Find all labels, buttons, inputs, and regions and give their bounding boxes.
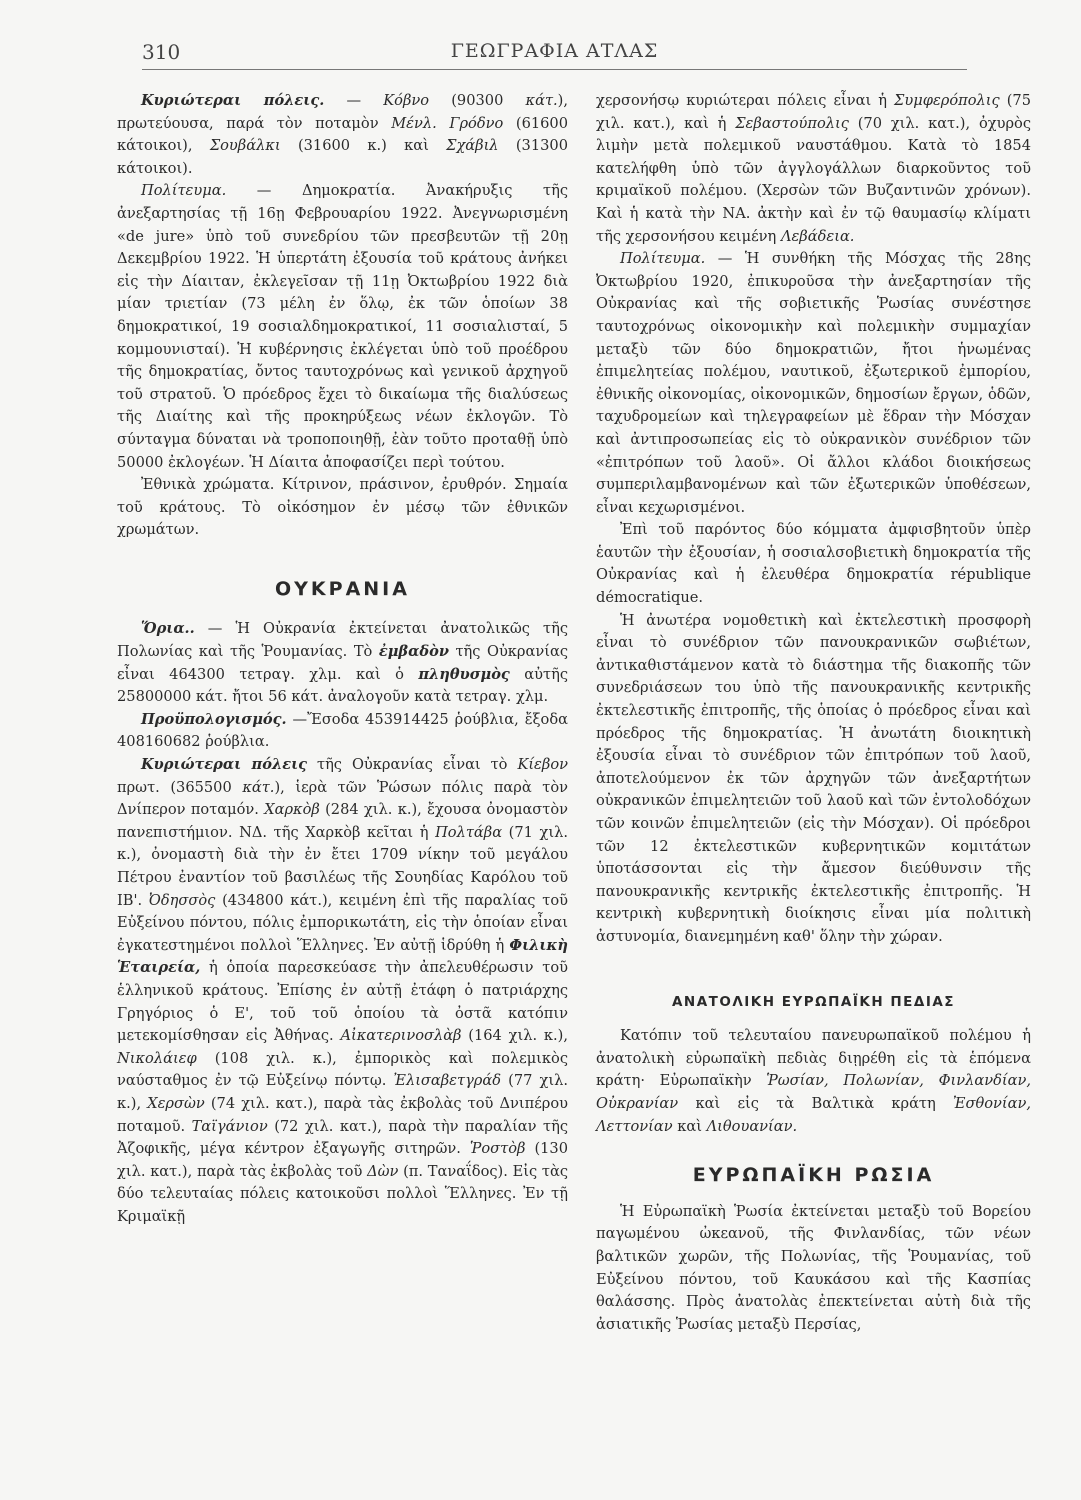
text: (108 χιλ. κ.), ἐμπορικὸς καὶ πολεμικὸς ναύσταθμος ἐν τῷ Εὐξείνῳ πόντῳ. — [117, 1049, 568, 1090]
term-republique: république démocratique. — [596, 566, 1031, 607]
city-name: Χερσὼν — [147, 1094, 205, 1112]
text: — Ἡ συνθήκη τῆς Μόσχας τῆς 28ης Ὀκτωβρίου 1920, ἐπικυροῦσα τὴν ἀνεξαρτησίαν τῆς Οὐκρανίας καὶ τῆς σοβιετικῆς Ῥωσίας συνέστησε ταυτοχρόνως οἰκονομικὴν καὶ πολεμικὴν συμμαχίαν μεταξὺ τῶν δύο δημοκρατιῶν, ἤτοι ἡνωμένας ἐπιμελητείας πολέμου, ναυτικοῦ, ἐξωτερικοῦ ἐμπορίου, ἐθνικῆς οἰκονομίας, οἰκονομικῶν, δημοσίων ἔργων, ὁδῶν, ταχυδρομείων καὶ τηλεγραφείων μὲ ἕδραν τὴν Μόσχαν καὶ ἀντιπροσωπείας εἰς τὸ οὐκρανικὸν συνέδριον τῶν «ἐπιτρόπων τοῦ λαοῦ». Οἱ ἄλλοι κλάδοι διοικήσεως συμπεριλαμβανομένων καὶ τῶν ἐξωτερικῶν ὑποθέσεων, εἶναι κεχωρισμένοι. — [596, 250, 1031, 516]
text: Ἐπὶ τοῦ παρόντος δύο κόμματα ἀμφισβητοῦν ὑπὲρ ἑαυτῶν τὴν ἐξουσίαν, ἡ σοσιαλσοβιετικὴ δημοκρατία τῆς Οὐκρανίας καὶ ἡ ἐλευθέρα δημοκρατία — [596, 521, 1031, 584]
text: (74 χιλ. κατ.), παρὰ τὰς ἐκβολὰς τοῦ Δνιπέρου ποταμοῦ. — [117, 1094, 568, 1135]
country-names: Ῥωσίαν, Πολωνίαν, Φινλανδίαν, Οὐκρανίαν — [596, 1072, 1031, 1112]
river-name: Δὼν — [367, 1162, 399, 1180]
paragraph-cities-lithuania — [117, 90, 568, 180]
text: (130 χιλ. κατ.), παρὰ τὰς ἐκβολὰς τοῦ — [117, 1140, 568, 1180]
text: τῆς Οὐκρανίας εἶναι 464300 τετραγ. χλμ. καὶ ὁ — [117, 643, 568, 683]
text: Κατόπιν τοῦ τελευταίου πανευρωπαϊκοῦ πολέμου ἡ ἀνατολικὴ εὐρωπαϊκὴ πεδιὰς διῃρέθη εἰς τὰ ἑπόμενα κράτη· Εὐρωπαϊκὴν — [596, 1027, 1031, 1090]
paragraph-cities-ukraine — [117, 754, 568, 1228]
city-name: Ὀδησσὸς — [148, 891, 216, 909]
city-name: Σουβάλκι — [209, 137, 281, 155]
right-column — [596, 90, 1031, 1336]
text: — — [324, 92, 384, 109]
text: (31600 κ.) καὶ — [280, 137, 447, 155]
country-names: Ἐσθονίαν, Λεττονίαν — [596, 1094, 1031, 1135]
text: (70 χιλ. κατ.), ὀχυρὸς λιμὴν μετὰ πολεμικοῦ ναυστάθμου. Κατὰ τὸ 1854 κατελήφθη ὑπὸ τῶν ἀγγλογάλλων διαρκοῦντος τοῦ κριμαϊκοῦ πολέμου. (Χερσὼν τῶν Βυζαντινῶν χρόνων). Καὶ ἡ κατὰ τὴν ΝΑ. ἀκτὴν καὶ ἐν τῷ θαυμασίῳ κλίματι τῆς χερσονήσου κειμένη — [596, 114, 1031, 245]
term-filiki-etaireia: Φιλικὴ Ἑταιρεία, — [117, 936, 568, 977]
header-rule — [142, 69, 967, 70]
paragraph-states — [596, 1025, 1031, 1138]
text: (61600 κάτοικοι), — [117, 114, 569, 155]
paragraph-national-colors — [117, 474, 568, 542]
text: ἡ ὁποία παρεσκεύασε τὴν ἀπελευθέρωσιν τοῦ ἑλληνικοῦ κράτους. Ἐπίσης ἐν αὐτῇ ἐτάφη ὁ πατριάρχης Γρηγόριος ὁ Ε', τοῦ τοῦ ὁποίου τὰ ὀστᾶ κατόπιν μετεκομίσθησαν εἰς Ἀθήνας. — [117, 959, 568, 1045]
text: Ἐθνικὰ χρώματα. Κίτρινον, πράσινον, ἐρυθρόν. Σημαία τοῦ κράτους. Τὸ οἰκόσημον ἐν μέσῳ τῶν ἐθνικῶν χρωμάτων. — [117, 476, 568, 539]
left-column — [117, 90, 568, 1229]
text: χερσονήσῳ κυριώτεραι πόλεις εἶναι ἡ — [596, 92, 895, 109]
text: Ἡ Εὐρωπαϊκὴ Ῥωσία ἐκτείνεται μεταξὺ τοῦ Βορείου παγωμένου ὠκεανοῦ, τῆς Φινλανδίας, τῶν νέων βαλτικῶν χωρῶν, τῆς Πολωνίας, τῆς Ῥουμανίας, τοῦ Εὐξείνου πόντου, τοῦ Καυκάσου καὶ τῆς Κασπίας θαλάσσης. Πρὸς ἀνατολὰς ἐπεκτείνεται αὐτὴ διὰ τῆς ἀσιατικῆς Ῥωσίας μεταξὺ Περσίας, — [596, 1202, 1031, 1333]
paragraph-european-russia — [596, 1201, 1031, 1337]
section-title-ukraine: ΟΥΚΡΑΝΙΑ — [275, 577, 410, 600]
text — [437, 115, 450, 132]
text: αὐτῆς 25800000 κάτ. ἤτοι 56 κάτ. ἀναλογοῦν κατὰ τετραγ. χλμ. — [117, 665, 568, 706]
city-name: Ἐλισαβετγράδ — [393, 1072, 502, 1090]
text: (71 χιλ. κ.), ὀνομαστὴ διὰ τὴν ἐν ἔτει 1709 νίκην τοῦ μεγάλου Πέτρου ἐναντίον τοῦ βασιλέως τῆς Σουηδίας Καρόλου τοῦ ΙΒ'. — [117, 823, 568, 909]
section-title-east-european-plain: ΑΝΑΤΟΛΙΚΗ ΕΥΡΩΠΑΪΚΗ ΠΕΔΙΑΣ — [671, 993, 956, 1010]
paragraph-crimea — [596, 90, 1031, 248]
text: πρωτ. (365500 — [117, 778, 243, 796]
label-borders: Ὅρια.. — [141, 620, 195, 638]
paragraph-budget — [117, 709, 568, 754]
label-main-cities: Κυριώτεραι πόλεις — [141, 756, 308, 774]
text: — Ἡ Οὐκρανία ἐκτείνεται ἀνατολικῶς τῆς Πολωνίας καὶ τῆς Ῥουμανίας. Τὸ — [117, 620, 568, 661]
river-name: Μένλ. — [391, 114, 437, 132]
text: (75 χιλ. κατ.), καὶ ἡ — [596, 92, 1031, 132]
text: τῆς Οὐκρανίας εἶναι τὸ — [307, 756, 518, 774]
city-name: Πολτάβα — [435, 823, 503, 841]
city-name: Κόβνο — [383, 92, 430, 109]
label-main-cities: Κυριώτεραι πόλεις. — [141, 92, 325, 109]
text: καὶ — [672, 1117, 707, 1135]
text: (90300 — [429, 92, 526, 109]
text: (434800 κάτ.), κειμένη ἐπὶ τῆς παραλίας τοῦ Εὐξείνου πόντου, πόλις ἐμπορικωτάτη, εἰς τὴν ὁποίαν εἶναι ἐγκατεστημένοι πολλοὶ Ἕλληνες. Ἐν αὐτῇ ἱδρύθη ἡ — [117, 891, 568, 954]
label-budget: Προϋπολογισμός. — [141, 710, 287, 728]
city-name: Σεβαστούπολις — [735, 114, 849, 132]
text: (31300 κάτοικοι). — [117, 137, 568, 177]
page-number: 310 — [142, 40, 181, 64]
abbr: κάτ. — [525, 92, 558, 109]
term-area: ἐμβαδὸν — [378, 643, 449, 661]
text: —Ἔσοδα 453914425 ῥούβλια, ἔξοδα 408160682 ῥούβλια. — [117, 710, 568, 751]
section-title-european-russia: ΕΥΡΩΠΑΪΚΗ ΡΩΣΙΑ — [692, 1164, 935, 1187]
text: (π. Ταναΐδος). Εἰς τὰς δύο τελευταίας πόλεις κατοικοῦσι πολλοὶ Ἕλληνες. Ἐν τῇ Κριμαϊκῇ — [117, 1162, 569, 1225]
city-name: Λεβάδεια. — [780, 227, 855, 245]
city-name: Χαρκὸβ — [264, 801, 320, 819]
country-name: Λιθουανίαν. — [706, 1117, 798, 1135]
city-name: Ῥοστὸβ — [469, 1140, 526, 1158]
paragraph-parties — [596, 519, 1031, 609]
paragraph-government — [117, 180, 568, 474]
page-header — [142, 36, 967, 76]
term-population: πληθυσμὸς — [418, 665, 510, 683]
text: (72 χιλ. κατ.), παρὰ τὴν παραλίαν τῆς Ἀζοφικῆς, μέγα κέντρον ἐξαγωγῆς σιτηρῶν. — [117, 1117, 568, 1158]
city-name: Αἰκατερινοσλὰβ — [340, 1027, 462, 1045]
city-name: Ταϊγάνιον — [191, 1117, 268, 1135]
text: (284 χιλ. κ.), ἔχουσα ὀνομαστὸν πανεπιστήμιον. ΝΔ. τῆς Χαρκὸβ κεῖται ἡ — [117, 801, 569, 841]
city-name: Γρόδνο — [449, 114, 504, 132]
paragraph-government-ukraine — [596, 248, 1031, 519]
city-name: Σχάβιλ — [446, 137, 499, 155]
label-government: Πολίτευμα. — [141, 182, 227, 200]
abbr: κάτ. — [242, 778, 275, 796]
city-name: Συμφερόπολις — [894, 92, 1000, 109]
text: — Δημοκρατία. Ἀνακήρυξις τῆς ἀνεξαρτησίας τῇ 16ῃ Φεβρουαρίου 1922. Ἀνεγνωρισμένη «de jure» ὑπὸ τοῦ συνεδρίου τῶν πρεσβευτῶν τῇ 20ῃ Δεκεμβρίου 1922. Ἡ ὑπερτάτη ἐξουσία τοῦ κράτους ἀνήκει εἰς τὴν Δίαιταν, ἐκλεγεῖσαν τῇ 11ῃ Ὀκτωβρίου 1922 διὰ μίαν τριετίαν (73 μέλη ἐν ὅλῳ, ἐκ τῶν ὁποίων 38 δημοκρατικοί, 19 σοσιαλδημοκρατικοί, 11 σοσιαλισταί, 5 κομμουνισταί). Ἡ κυβέρνησις ἐκλέγεται ὑπὸ τοῦ προέδρου τῆς δημοκρατίας, ὄντος ταυτοχρόνως καὶ γενικοῦ ἀρχηγοῦ τοῦ στρατοῦ. Ὁ πρόεδρος ἔχει τὸ δικαίωμα τῆς διαλύσεως τῆς Διαίτης καὶ τῆς προκηρύξεως νέων ἐκλογῶν. Τὸ σύνταγμα δύναται νὰ τροποποιηθῇ, ἐὰν τοῦτο προταθῇ ὑπὸ 50000 ἐκλογέων. Ἡ Δίαιτα ἀποφασίζει περὶ τούτου. — [117, 182, 568, 471]
text: ), πρωτεύουσα, παρά τὸν ποταμὸν — [117, 92, 568, 132]
running-title: ΓΕΩΓΡΑΦΙΑ ΑΤΛΑΣ — [450, 40, 659, 62]
label-government: Πολίτευμα. — [620, 250, 706, 268]
text: ), ἱερὰ τῶν Ῥώσων πόλις παρὰ τὸν Δνίπερον ποταμόν. — [117, 778, 568, 819]
city-name: Κίεβον — [517, 756, 568, 774]
text: Ἡ ἀνωτέρα νομοθετικὴ καὶ ἐκτελεστικὴ προσφορὴ εἶναι τὸ συνέδριον τῶν πανουκρανικῶν σωβιέτων, ἀντικαθιστάμενον κατὰ τὸ διάστημα τῆς διακοπῆς τῶν συνεδριάσεων του ὑπὸ τῆς πανουκρανικῆς κεντρικῆς ἐκτελεστικῆς ἐπιτροπῆς, τῆς ὁποίας ὁ πρόεδρος εἶναι καὶ πρόεδρος τῆς δημοκρατίας. Ἡ ἀνωτάτη διοικητικὴ ἐξουσία εἶναι τὸ συνέδριον τῶν ἐπιτρόπων τοῦ λαοῦ, ἀποτελούμενον ἐκ τῶν ἀρχηγῶν τῶν ἀνεξαρτήτων οὐκρανικῶν ἐπιμελητειῶν τοῦ λαοῦ καὶ τῶν ἐντολοδόχων τῶν κοινῶν ἐπιμελητειῶν (εἰς τὴν Μόσχαν). Οἱ πρόεδροι τῶν 12 ἐκτελεστικῶν κυβερνητικῶν κομιτάτων ὑποτάσσονται εἰς τὴν ἄμεσον διεύθυνσιν τῆς πανουκρανικῆς κεντρικῆς ἐκτελεστικῆς ἐπιτροπῆς. Ἡ κεντρικὴ κυβερνητικὴ διοίκησις εἶναι μία πολιτικὴ ἀστυνομία, διανεμημένη καθ' ὅλην τὴν χώραν. — [596, 611, 1031, 945]
paragraph-legislative — [596, 610, 1031, 949]
text: (164 χιλ. κ.), — [461, 1027, 568, 1045]
paragraph-borders — [117, 618, 568, 708]
text: καὶ εἰς τὰ Βαλτικὰ κράτη — [678, 1094, 954, 1112]
city-name: Νικολάιεφ — [117, 1049, 197, 1067]
text: (77 χιλ. κ.), — [117, 1072, 568, 1112]
